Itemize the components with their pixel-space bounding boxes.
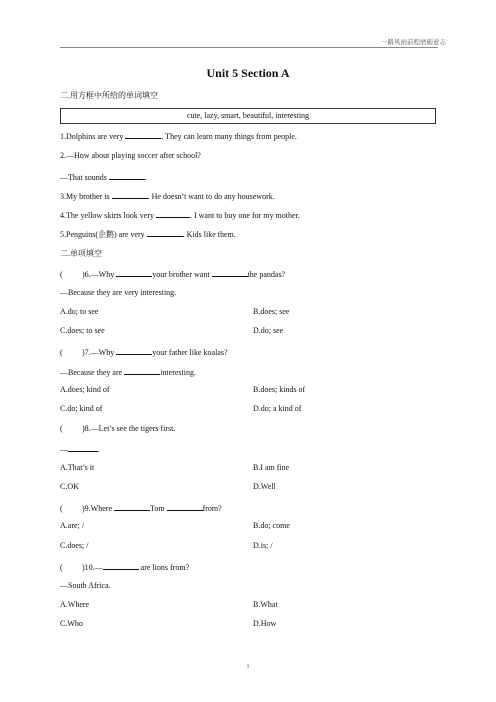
word-box — [60, 108, 436, 124]
q1-text-b: . They can learn many things from people. — [161, 132, 297, 141]
q2-text-b: . — [144, 173, 147, 182]
q3-text-b: . He doesn’t want to do any housework. — [147, 192, 275, 201]
q6-text-b: your brother want — [152, 270, 212, 279]
q5-text-b: . Kids like them. — [182, 230, 236, 239]
answer-blank[interactable] — [125, 130, 161, 139]
option-b[interactable]: B.What — [253, 600, 278, 609]
option-d[interactable]: D.do; a kind of — [253, 404, 302, 413]
section1-heading: 二.用方框中所给的单词填空 — [60, 91, 158, 100]
paren-close: ) — [82, 424, 85, 433]
option-a[interactable]: A.are; / — [60, 521, 84, 530]
answer-paren[interactable]: ( — [60, 348, 63, 357]
q7-text-a: 7.—Why — [84, 348, 117, 357]
q6-text-c: the pandas? — [247, 270, 286, 279]
page-title: Unit 5 Section A — [206, 66, 290, 80]
q8-reply-b: . — [98, 445, 100, 454]
paren-close: ) — [82, 270, 85, 279]
answer-blank[interactable] — [114, 502, 150, 511]
q10-text-a: 10.— — [84, 563, 103, 572]
q2-text-a: —That sounds — [60, 173, 109, 182]
q4-text-a: 4.The yellow skirts look very — [60, 211, 156, 220]
q9-text-c: from? — [202, 504, 222, 513]
question-3 — [60, 190, 275, 201]
q4-text-b: . I want to buy one for my mother. — [189, 211, 300, 220]
question-2-reply — [60, 171, 147, 182]
answer-blank[interactable] — [116, 346, 152, 355]
option-c[interactable]: C.does; to see — [60, 326, 105, 335]
question-10 — [60, 561, 189, 572]
question-1 — [60, 130, 297, 141]
answer-blank[interactable] — [68, 443, 98, 452]
header-note: 一路风雨前程磨砺意志 — [381, 39, 446, 46]
word-box-text: cute, lazy, smart, beautiful, interesting — [186, 111, 310, 120]
question-4 — [60, 209, 300, 220]
answer-paren[interactable]: ( — [60, 424, 63, 433]
answer-paren[interactable]: ( — [60, 563, 63, 572]
q10-text-b: are lions from? — [138, 563, 190, 572]
q7-reply-b: interesting. — [160, 368, 196, 377]
option-a[interactable]: A.does; kind of — [60, 385, 110, 394]
section2-heading: 二.单项填空 — [60, 249, 102, 258]
paren-close: ) — [82, 348, 85, 357]
option-c[interactable]: C.does; / — [60, 541, 89, 550]
option-d[interactable]: D.How — [253, 619, 277, 628]
paren-close: ) — [82, 504, 85, 513]
option-b[interactable]: B.does; see — [253, 307, 290, 316]
q7-reply-a: —Because they are — [60, 368, 125, 377]
question-8-reply — [60, 443, 100, 454]
answer-paren[interactable]: ( — [60, 504, 63, 513]
q6-text-a: 6.—Why — [84, 270, 117, 279]
question-6 — [60, 268, 285, 279]
answer-blank[interactable] — [116, 268, 152, 277]
option-c[interactable]: C.do; kind of — [60, 404, 103, 413]
header-rule — [60, 47, 438, 48]
option-d[interactable]: D.is; / — [253, 541, 273, 550]
option-b[interactable]: B.I am fine — [253, 463, 290, 472]
option-c[interactable]: C.OK — [60, 482, 79, 491]
option-d[interactable]: D.do; see — [253, 326, 284, 335]
option-b[interactable]: B.does; kinds of — [253, 385, 306, 394]
q8-reply-a: — — [60, 445, 68, 454]
answer-blank[interactable] — [124, 366, 160, 375]
answer-paren[interactable]: ( — [60, 270, 63, 279]
answer-blank[interactable] — [212, 268, 248, 277]
option-c[interactable]: C.Who — [60, 619, 83, 628]
answer-blank[interactable] — [103, 561, 139, 570]
answer-blank[interactable] — [156, 209, 190, 218]
question-10-reply: —South Africa. — [60, 581, 111, 590]
answer-blank[interactable] — [147, 228, 183, 237]
answer-blank[interactable] — [167, 502, 203, 511]
q9-text-a: 9.Where — [84, 504, 114, 513]
option-d[interactable]: D.Well — [253, 482, 276, 491]
answer-blank[interactable] — [109, 171, 145, 180]
question-6-reply: —Because they are very interesting. — [60, 288, 177, 297]
q9-text-b: Tom — [150, 504, 167, 513]
q5-text-a: 5.Penguins(企鹅) are very — [60, 230, 147, 239]
q3-text-a: 3.My brother is — [60, 192, 112, 201]
question-5 — [60, 228, 236, 240]
option-a[interactable]: A.do; to see — [60, 307, 99, 316]
question-7-reply — [60, 366, 196, 377]
q1-text-a: 1.Dolphins are very — [60, 132, 126, 141]
page-number: 1 — [246, 663, 250, 670]
q7-text-b: your father like koalas? — [152, 348, 228, 357]
answer-blank[interactable] — [112, 190, 148, 199]
q8-text-a: 8.—Let’s see the tigers first. — [84, 424, 176, 433]
question-7 — [60, 346, 228, 357]
question-2: 2.—How about playing soccer after school? — [60, 151, 201, 160]
question-9 — [60, 502, 222, 513]
option-b[interactable]: B.do; come — [253, 521, 290, 530]
paren-close: ) — [82, 563, 85, 572]
option-a[interactable]: A.Where — [60, 600, 90, 609]
option-a[interactable]: A.That’s it — [60, 463, 95, 472]
question-8 — [60, 424, 175, 433]
